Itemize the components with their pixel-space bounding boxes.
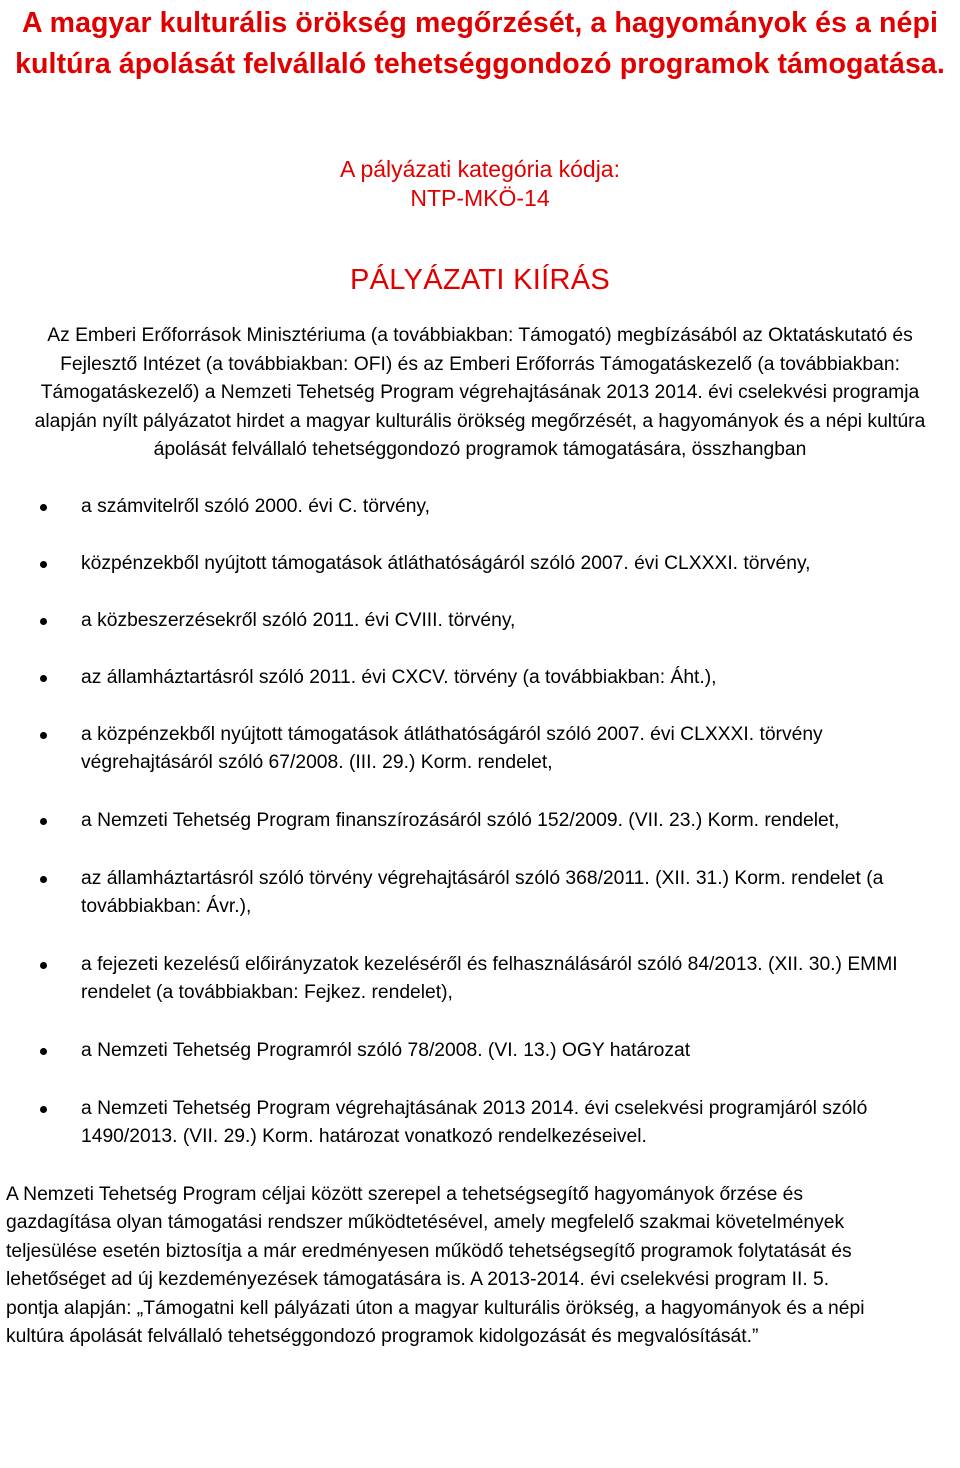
bullet-icon [40, 675, 47, 682]
bullet-icon [40, 561, 47, 568]
law-list [0, 493, 960, 1151]
category-code-value: NTP-MKÖ-14 [410, 185, 550, 211]
law-text: a Nemzeti Tehetség Program finanszírozásáról szóló 152/2009. (VII. 23.) Korm. rendelet, [81, 809, 840, 831]
bullet-icon [40, 962, 47, 969]
law-text: az államháztartásról szóló 2011. évi CXCV. törvény (a továbbiakban: Áht.), [81, 666, 717, 688]
law-text: a Nemzeti Tehetség Program végrehajtásának 2013 2014. évi cselekvési programjáról szóló 1490/2013. (VII. 29.) Korm. határozat vonatkozó rendelkezéseivel. [81, 1097, 868, 1147]
law-text: az államháztartásról szóló törvény végrehajtásáról szóló 368/2011. (XII. 31.) Korm. rendelet (a továbbiakban: Ávr.), [81, 867, 884, 917]
law-list-item [0, 951, 960, 1007]
law-list-item [0, 865, 960, 921]
law-text: a számvitelről szóló 2000. évi C. törvény, [81, 495, 430, 517]
category-code-block [0, 155, 960, 213]
law-list-item [0, 607, 960, 635]
intro-paragraph: Az Emberi Erőforrások Minisztériuma (a továbbiakban: Támogató) megbízásából az Oktatáskutató és Fejlesztő Intézet (a továbbiakban: OFI) és az Emberi Erőforrás Támogatáskezelő (a továbbiakban: Támogatáskezelő) a Nemzeti Tehetség Program végrehajtásának 2013 2014. évi cselekvési programja alapján nyílt pályázatot hirdet a magyar kulturális örökség megőrzését, a hagyományok és a népi kultúra ápolását felvállaló tehetséggondozó programok támogatására, összhangban [34, 325, 926, 460]
section-heading: PÁLYÁZATI KIÍRÁS [350, 264, 610, 296]
law-text: közpénzekből nyújtott támogatások átláthatóságáról szóló 2007. évi CLXXXI. törvény, [81, 552, 811, 574]
law-text: a közbeszerzésekről szóló 2011. évi CVIII. törvény, [81, 609, 516, 631]
bullet-icon [40, 1106, 47, 1113]
document-title: A magyar kulturális örökség megőrzését, a hagyományok és a népi kultúra ápolását felvállaló tehetséggondozó programok támogatása. [15, 7, 945, 80]
law-list-item [0, 1095, 960, 1151]
law-list-item [0, 664, 960, 692]
law-text: a fejezeti kezelésű előirányzatok kezeléséről és felhasználásáról szóló 84/2013. (XII. 30.) EMMI rendelet (a továbbiakban: Fejkez. rendelet), [81, 953, 898, 1003]
law-list-item [0, 1037, 960, 1065]
law-text: a Nemzeti Tehetség Programról szóló 78/2008. (VI. 13.) OGY határozat [81, 1039, 691, 1061]
law-list-item [0, 550, 960, 578]
bullet-icon [40, 504, 47, 511]
law-list-item [0, 493, 960, 521]
bullet-icon [40, 618, 47, 625]
law-list-item [0, 807, 960, 835]
bullet-icon [40, 1048, 47, 1055]
bullet-icon [40, 732, 47, 739]
law-text: a közpénzekből nyújtott támogatások átláthatóságáról szóló 2007. évi CLXXXI. törvény végrehajtásáról szóló 67/2008. (III. 29.) Korm. rendelet, [81, 723, 823, 773]
bullet-icon [40, 876, 47, 883]
closing-paragraph: A Nemzeti Tehetség Program céljai között szerepel a tehetségsegítő hagyományok őrzése és gazdagítása olyan támogatási rendszer működtetésével, amely megfelelő szakmai követelmények teljesülése esetén biztosítja a már eredményesen működő tehetségsegítő programok folytatását és lehetőséget ad új kezdeményezések támogatására is. A 2013-2014. évi cselekvési program II. 5. pontja alapján: „Támogatni kell pályázati úton a magyar kulturális örökség, a hagyományok és a népi kultúra ápolását felvállaló tehetséggondozó programok kidolgozását és megvalósítását.” [6, 1183, 865, 1347]
law-list-item [0, 721, 960, 777]
category-code-label: A pályázati kategória kódja: [339, 156, 620, 182]
bullet-icon [40, 818, 47, 825]
